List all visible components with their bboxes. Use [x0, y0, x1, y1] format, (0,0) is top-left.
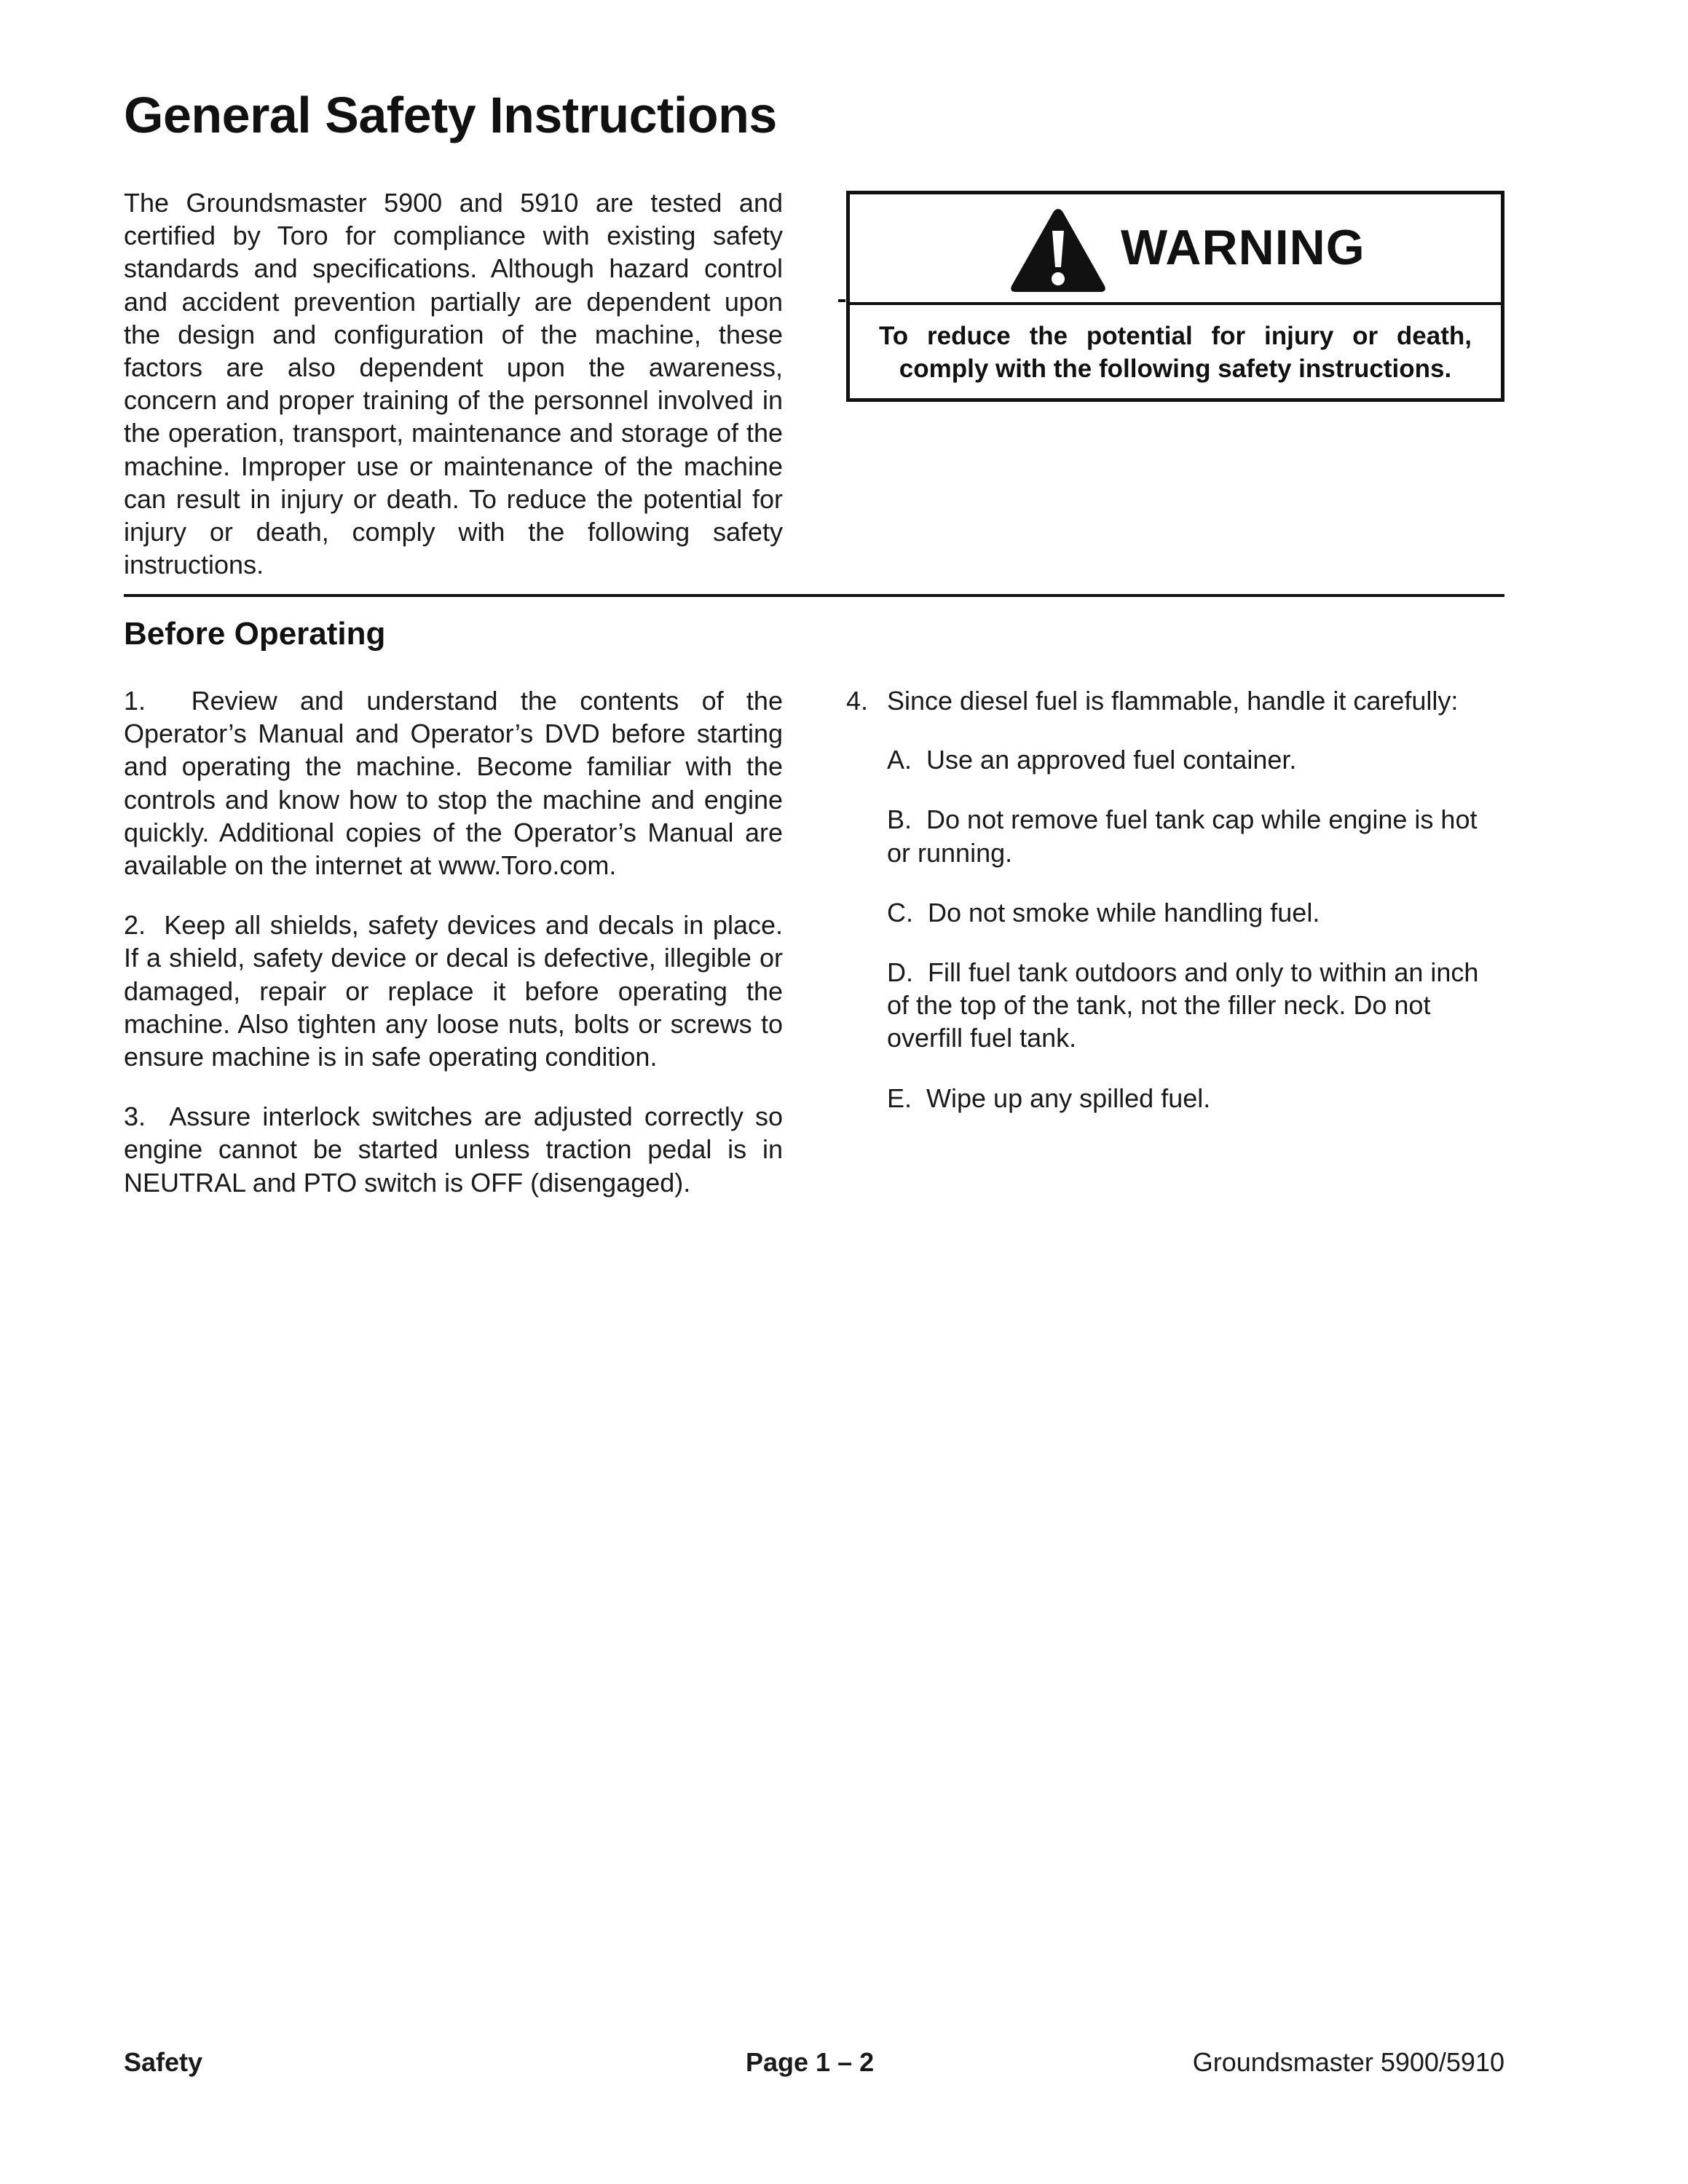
item-text: Review and understand the contents of the Operator’s Manual and Operator’s DVD before starting and operating the machine. Become familiar with the controls and know how to stop the machine and engine quickly. Additional copies of the Operator’s Manual are available on the internet at www.Toro.com. [124, 686, 783, 881]
item-number: 2. [124, 910, 146, 941]
footer-product-name: Groundsmaster 5900/5910 [1192, 2047, 1504, 2077]
warning-text: To reduce the potential for injury or death, comply with the following safety instructions. [879, 322, 1472, 383]
warning-heading: WARNING [1121, 220, 1365, 275]
warning-box [846, 191, 1504, 402]
sub-list-item [887, 803, 1504, 869]
item-text: Assure interlock switches are adjusted correctly so engine cannot be started unless traction pedal is in NEUTRAL and PTO switch is OFF (disengaged). [124, 1101, 783, 1198]
sub-item-text: Use an approved fuel container. [926, 745, 1297, 775]
section-heading: Before Operating [124, 616, 386, 652]
list-item [124, 909, 783, 1073]
intro-paragraph: The Groundsmaster 5900 and 5910 are tested and certified by Toro for compliance with existing safety standards and specifications. Although hazard control and accident prevention partially are dependent upon the design and configuration of the machine, these factors are also dependent upon the awareness, concern and proper training of the personnel involved in the operation, transport, maintenance and storage of the machine. Improper use or maintenance of the machine can result in injury or death. To reduce the potential for injury or death, comply with the following safety instructions. [124, 188, 783, 580]
sub-item-text: Wipe up any spilled fuel. [926, 1083, 1211, 1113]
sub-list-item [887, 896, 1504, 929]
sub-item-text: Do not remove fuel tank cap while engine is hot or running. [887, 804, 1478, 868]
footer-section-label: Safety [124, 2047, 203, 2077]
sub-item-text: Do not smoke while handling fuel. [928, 897, 1320, 927]
page-footer [124, 2047, 1504, 2084]
list-item [124, 684, 783, 882]
item-number: 1. [124, 686, 146, 716]
sub-list-item [887, 743, 1504, 776]
sub-item-letter: D. [887, 957, 913, 988]
sub-list-item [887, 956, 1504, 1055]
warning-header [850, 194, 1501, 305]
sub-item-letter: A. [887, 745, 912, 775]
page-title: General Safety Instructions [124, 87, 777, 143]
sub-item-letter: C. [887, 897, 913, 927]
sub-list [846, 743, 1504, 1115]
item-number: 3. [124, 1101, 146, 1132]
sub-item-letter: B. [887, 804, 912, 835]
warning-triangle-icon [1009, 206, 1108, 295]
item-text: Keep all shields, safety devices and decals in place. If a shield, safety device or decal is defective, illegible or damaged, repair or replace it before operating the machine. Also tighten any loose nuts, bolts or screws to ensure machine is in safe operating condition. [124, 910, 783, 1072]
item-number: 4. [846, 686, 869, 716]
sub-list-item [887, 1082, 1504, 1115]
warning-tab-mark [838, 299, 845, 302]
sub-item-letter: E. [887, 1083, 912, 1113]
left-column [124, 684, 783, 1226]
sub-item-text: Fill fuel tank outdoors and only to within an inch of the top of the tank, not the filler neck. Do not overfill fuel tank. [887, 957, 1479, 1053]
list-item [124, 1100, 783, 1199]
section-divider [124, 594, 1504, 597]
right-column [846, 684, 1504, 1142]
item-text: Since diesel fuel is flammable, handle it carefully: [887, 686, 1459, 716]
list-item [846, 684, 1504, 717]
footer-page-number: Page 1 – 2 [746, 2047, 875, 2077]
